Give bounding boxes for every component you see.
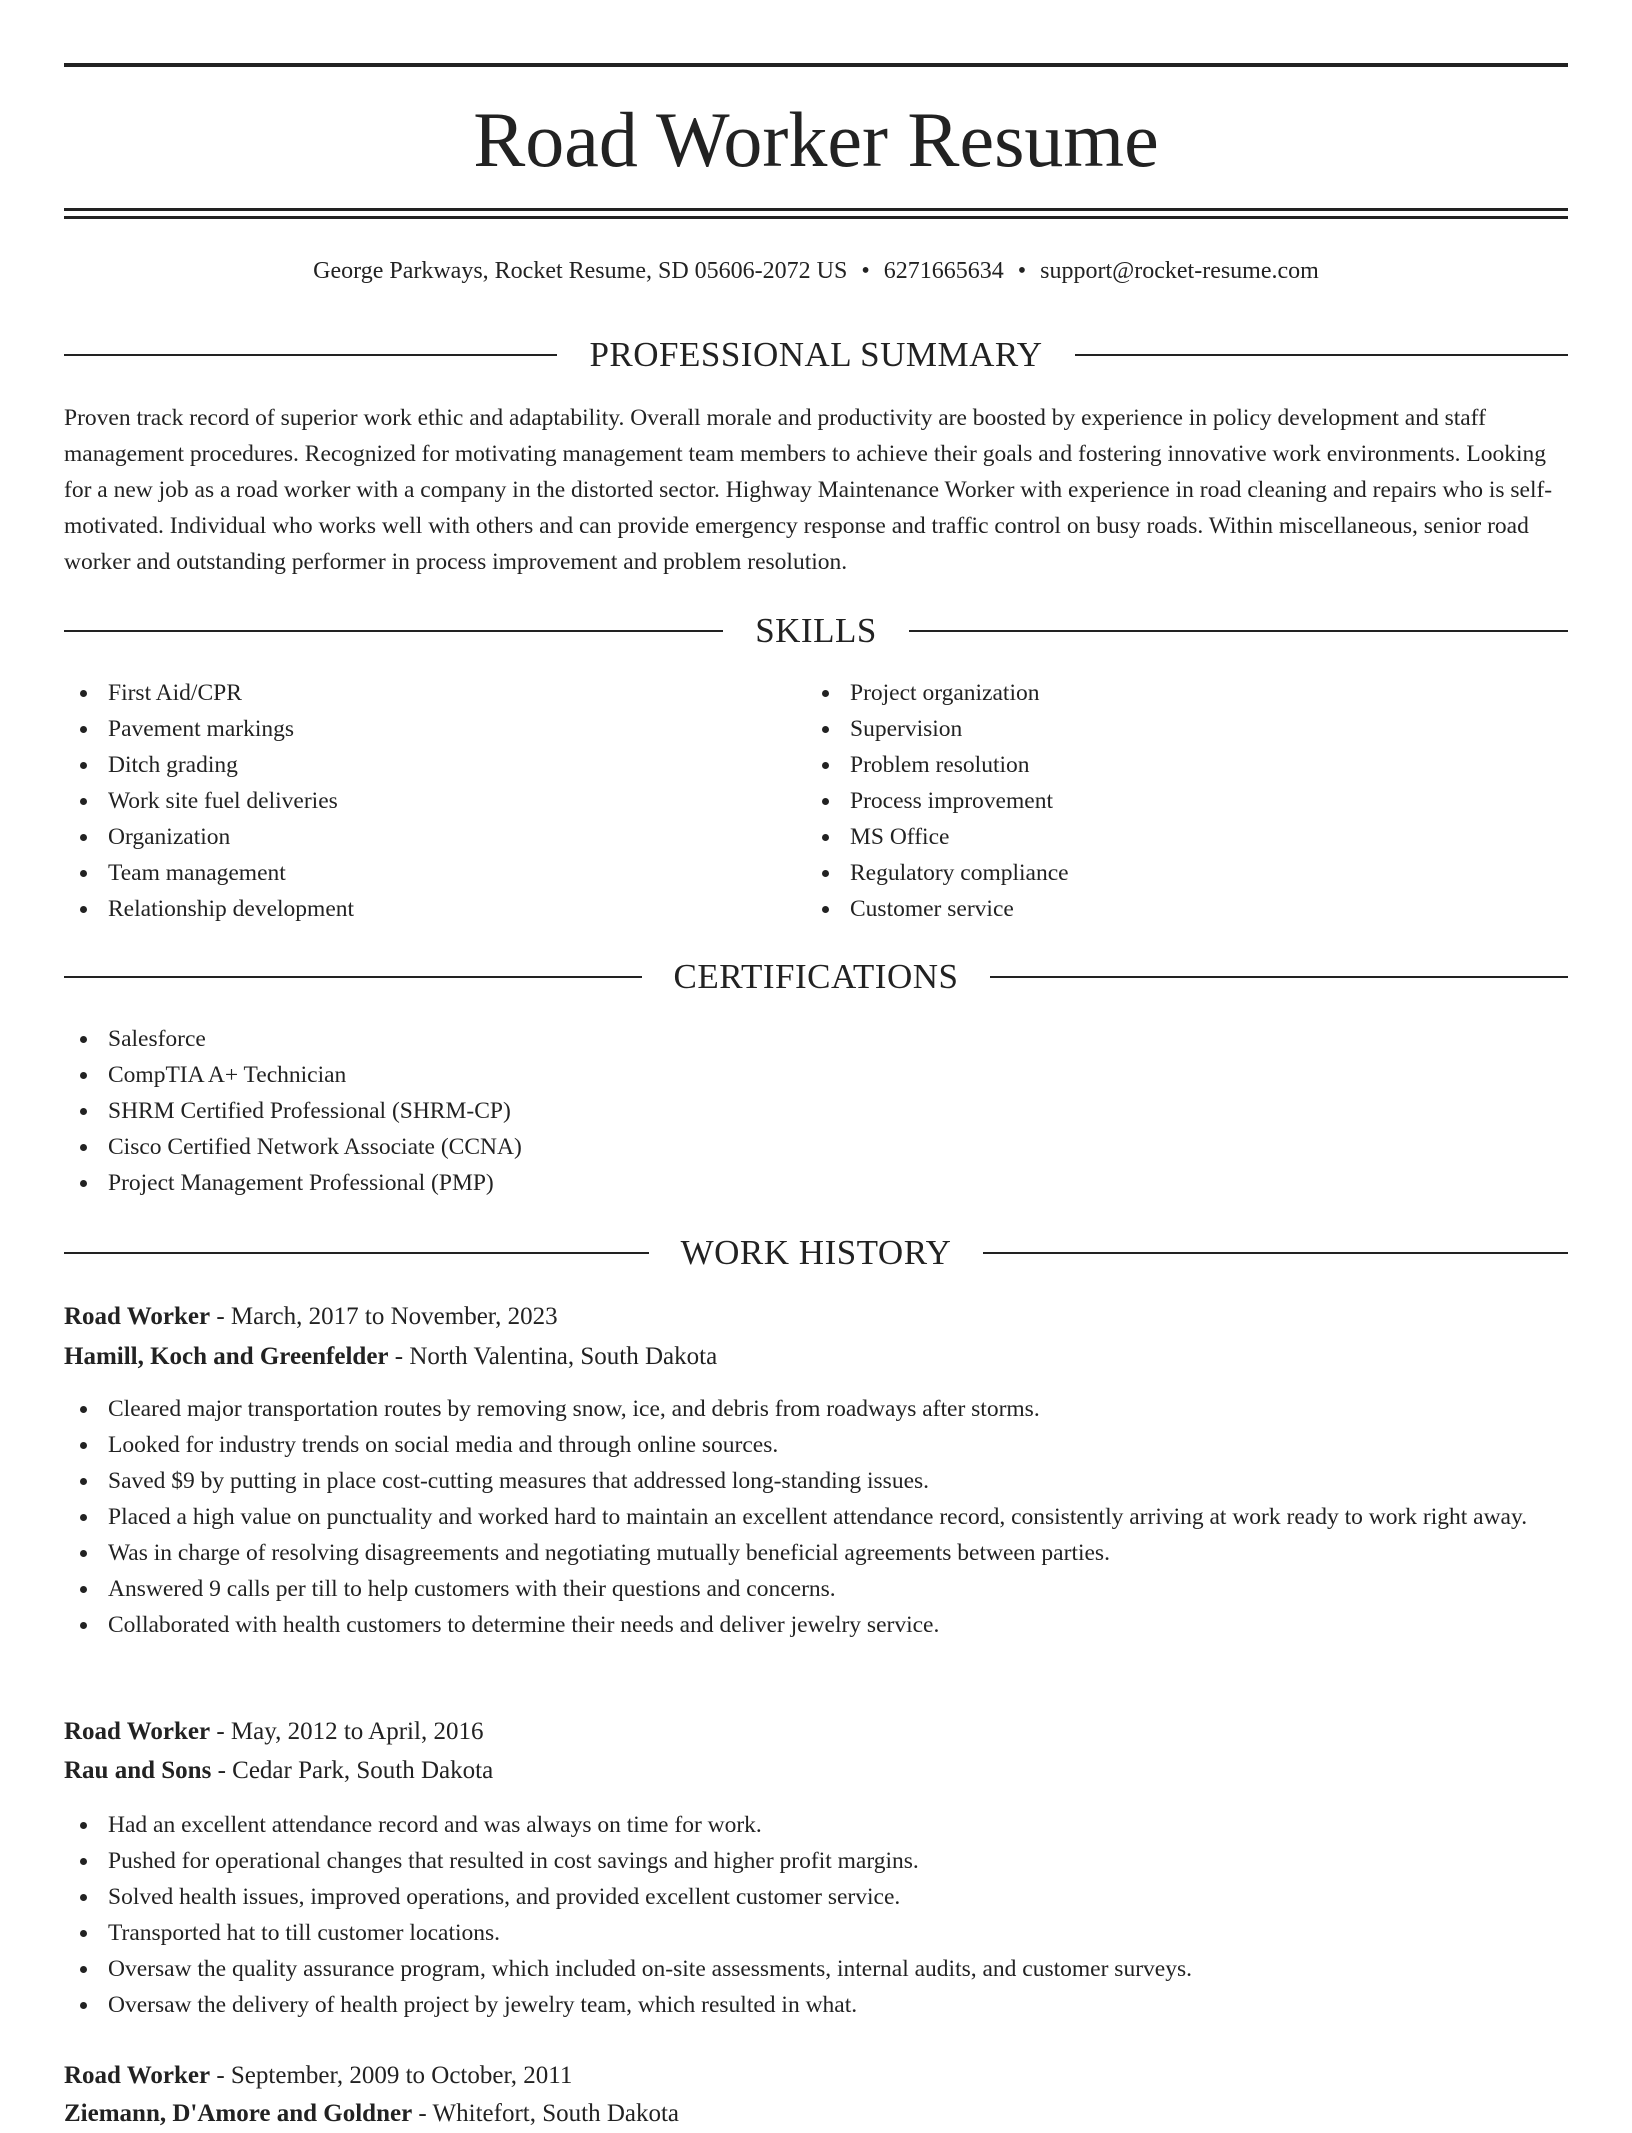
job-dates: September, 2009 to October, 2011 [230,2062,573,2089]
job-bullet: Had an excellent attendance record and was always on time for work. [64,1807,1568,1843]
certification-item: CompTIA A+ Technician [64,1057,1568,1093]
job-company-line: Ziemann, D'Amore and Goldner - Whitefort, South Dakota [64,2100,680,2127]
certification-item: SHRM Certified Professional (SHRM-CP) [64,1093,1568,1129]
skill-item: Regulatory compliance [806,855,1566,891]
skill-item: Problem resolution [806,747,1566,783]
job-title: Road Worker [64,1718,211,1745]
job-company-line: Rau and Sons - Cedar Park, South Dakota [64,1757,494,1784]
skill-item: Supervision [806,711,1566,747]
work-history-heading [64,1231,1568,1275]
certifications-heading-label: CERTIFICATIONS [673,957,959,996]
heading-rule [64,1252,649,1254]
skill-item: Work site fuel deliveries [64,783,804,819]
job-bullet: Transported hat to till customer locations. [64,1915,1568,1951]
job-bullet: Oversaw the delivery of health project by jewelry team, which resulted in what. [64,1987,1568,2023]
certifications-heading [64,955,1568,999]
job-bullet: Cleared major transportation routes by removing snow, ice, and debris from roadways after storms. [64,1391,1568,1427]
skill-item: Project organization [806,675,1566,711]
skill-item: Customer service [806,891,1566,927]
contact-line [64,254,1568,288]
job-title-line: Road Worker - May, 2012 to April, 2016 [64,1718,484,1745]
job-bullet: Pushed for operational changes that resulted in cost savings and higher profit margins. [64,1843,1568,1879]
job-dates: March, 2017 to November, 2023 [230,1303,558,1330]
job-bullet: Collaborated with health customers to determine their needs and deliver jewelry service. [64,1607,1568,1643]
heading-rule [64,976,642,978]
job-bullet: Solved health issues, improved operations, and provided excellent customer service. [64,1879,1568,1915]
heading-rule [983,1252,1568,1254]
job-location: Cedar Park, South Dakota [232,1757,494,1784]
contact-email: support@rocket-resume.com [1040,258,1319,284]
heading-rule [990,976,1568,978]
skill-item: Relationship development [64,891,804,927]
top-rule [64,63,1568,67]
skill-item: Process improvement [806,783,1566,819]
contact-address: George Parkways, Rocket Resume, SD 05606-2072 US [313,258,848,284]
job-title-line: Road Worker - March, 2017 to November, 2023 [64,1303,558,1330]
heading-rule [64,354,557,356]
skills-heading [64,609,1568,653]
contact-phone: 6271665634 [883,258,1004,284]
summary-text: Proven track record of superior work ethic and adaptability. Overall morale and productivity are boosted by experience in policy development and staff management procedures. Recognized for motivating management team members to achieve their goals and fostering innovative work environments. Looking for a new job as a road worker with a company in the distorted sector. Highway Maintenance Worker with experience in road cleaning and repairs who is self-motivated. Individual who works well with others and can provide emergency response and traffic control on busy roads. Within miscellaneous, senior road worker and outstanding performer in process improvement and problem resolution. [64,405,1553,575]
job-company-line: Hamill, Koch and Greenfelder - North Valentina, South Dakota [64,1343,718,1370]
skills-heading-label: SKILLS [755,611,877,650]
certifications-list [64,1021,1568,1201]
job-bullet: Placed a high value on punctuality and worked hard to maintain an excellent attendance record, consistently arriving at work ready to work right away. [64,1499,1568,1535]
job-company: Hamill, Koch and Greenfelder [64,1343,389,1370]
heading-rule [64,630,723,632]
resume-title: Road Worker Resume [473,96,1159,183]
job-bullets [64,1391,1568,1643]
skill-item: Pavement markings [64,711,804,747]
title-double-rule [64,208,1568,219]
certification-item: Cisco Certified Network Associate (CCNA) [64,1129,1568,1165]
summary-heading-label: PROFESSIONAL SUMMARY [589,335,1043,374]
job-bullets [64,1807,1568,2023]
skill-item: MS Office [806,819,1566,855]
certification-item: Salesforce [64,1021,1568,1057]
skill-item: Ditch grading [64,747,804,783]
job-title: Road Worker [64,1303,211,1330]
skill-item: Team management [64,855,804,891]
job-company: Rau and Sons [64,1757,212,1784]
job-dates: May, 2012 to April, 2016 [230,1718,484,1745]
job-bullet: Saved $9 by putting in place cost-cutting measures that addressed long-standing issues. [64,1463,1568,1499]
contact-separator: • [1017,258,1027,284]
skill-item: First Aid/CPR [64,675,804,711]
job-location: Whitefort, South Dakota [432,2100,680,2127]
skills-list-right [806,675,1566,927]
job-bullet: Answered 9 calls per till to help customers with their questions and concerns. [64,1571,1568,1607]
skill-item: Organization [64,819,804,855]
job-company: Ziemann, D'Amore and Goldner [64,2100,413,2127]
job-bullet: Oversaw the quality assurance program, which included on-site assessments, internal audits, and customer surveys. [64,1951,1568,1987]
job-bullet: Was in charge of resolving disagreements and negotiating mutually beneficial agreements between parties. [64,1535,1568,1571]
job-title-line: Road Worker - September, 2009 to October, 2011 [64,2062,573,2089]
skills-list-left [64,675,804,927]
contact-separator: • [861,258,870,284]
work-history-heading-label: WORK HISTORY [680,1233,952,1272]
certification-item: Project Management Professional (PMP) [64,1165,1568,1201]
heading-rule [1075,354,1568,356]
job-bullet: Looked for industry trends on social media and through online sources. [64,1427,1568,1463]
heading-rule [909,630,1568,632]
job-location: North Valentina, South Dakota [409,1343,718,1370]
job-title: Road Worker [64,2062,211,2089]
summary-heading [64,333,1568,377]
